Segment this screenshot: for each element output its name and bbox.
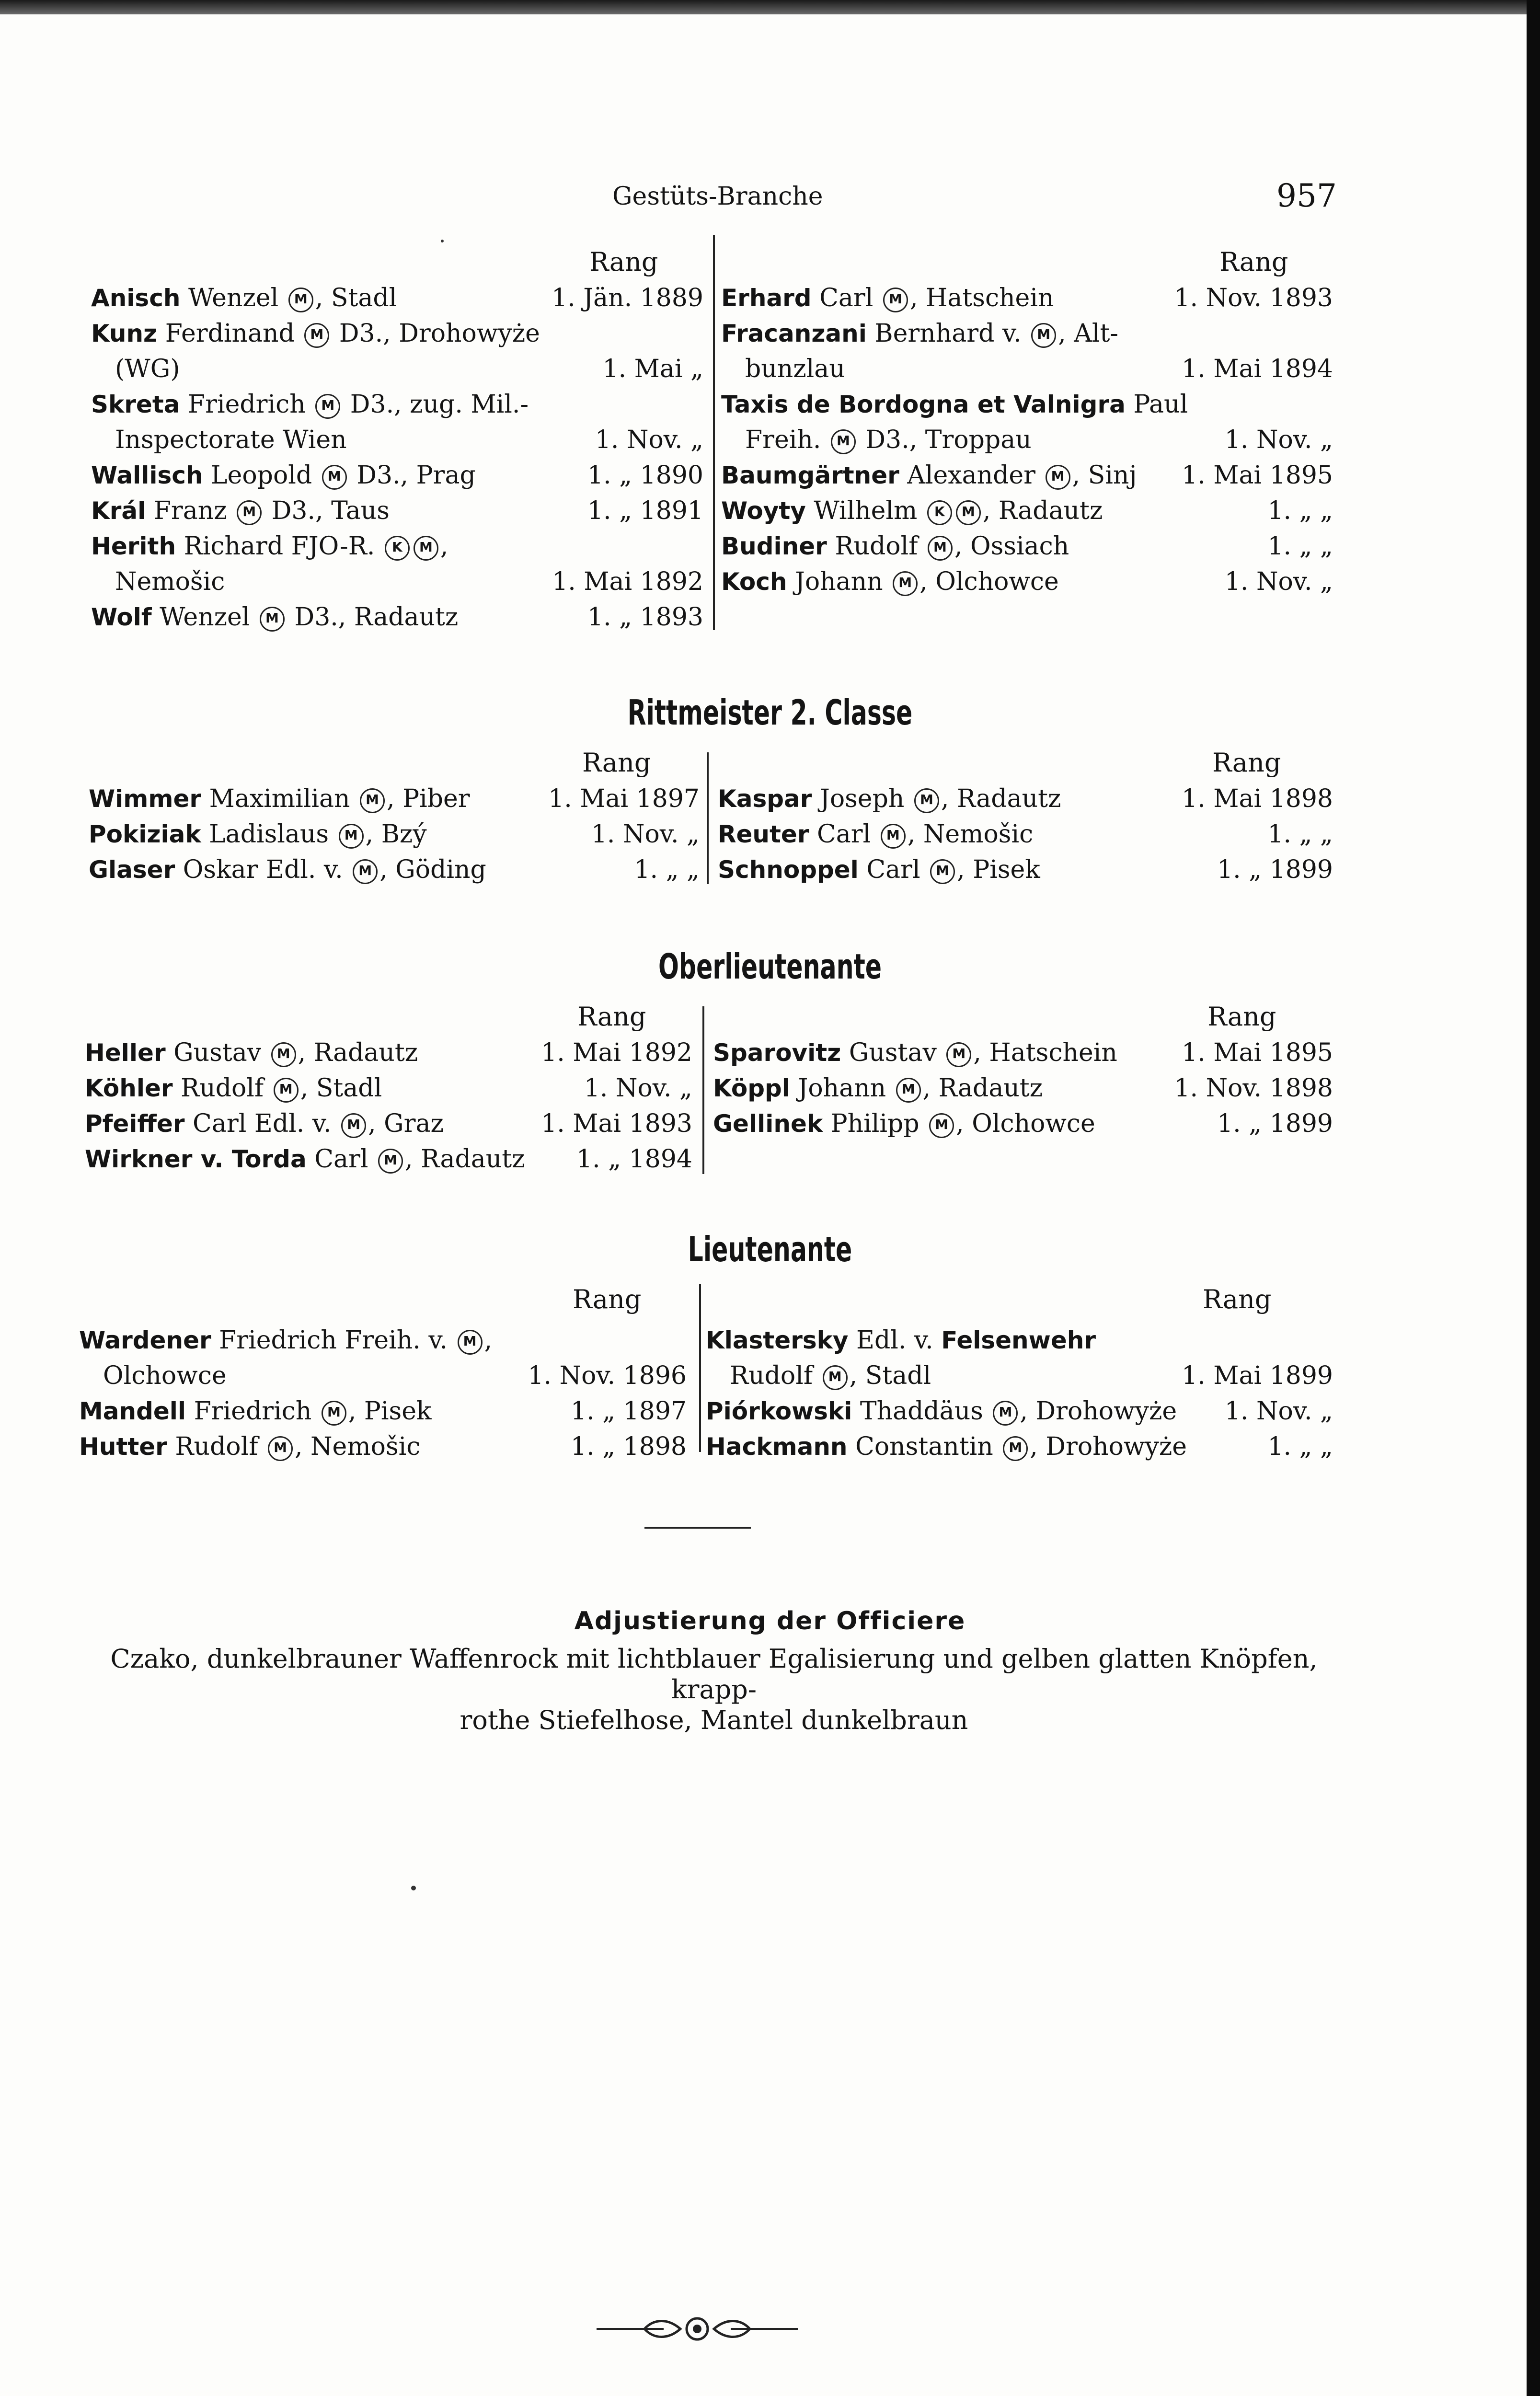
rang-label: Rang bbox=[582, 748, 651, 778]
officer-details: Gustav bbox=[165, 1038, 269, 1067]
officer-surname: Hutter bbox=[79, 1433, 167, 1461]
officer-entry bbox=[89, 817, 700, 852]
officer-details: Carl bbox=[306, 1145, 377, 1174]
rank-date: 1. „ 1891 bbox=[587, 496, 703, 525]
officer-station: D3., Troppau bbox=[857, 426, 1032, 454]
officer-station: , Olchowce bbox=[956, 1109, 1095, 1138]
page-number: 957 bbox=[1276, 177, 1337, 214]
officer-details: Thaddäus bbox=[852, 1397, 991, 1426]
officer-entry bbox=[91, 458, 703, 493]
officer-station: , Drohowyże bbox=[1020, 1397, 1177, 1426]
officer-surname: Klastersky bbox=[706, 1326, 849, 1354]
merit-medal-icon: M bbox=[458, 1330, 483, 1355]
officer-details: Rudolf bbox=[827, 532, 926, 561]
rank-date: 1. „ „ bbox=[1267, 820, 1333, 849]
officer-station: , Bzý bbox=[365, 820, 427, 849]
entry-continuation bbox=[79, 1358, 687, 1394]
officer-surname: Pfeiffer bbox=[85, 1110, 185, 1138]
entry-continuation bbox=[706, 1358, 1333, 1394]
officer-details: Ferdinand bbox=[157, 319, 303, 348]
officer-details: Alexander bbox=[899, 461, 1044, 490]
officer-surname: Schnoppel bbox=[718, 856, 859, 884]
officer-entry bbox=[85, 1071, 692, 1106]
scan-border-right bbox=[1527, 0, 1540, 2396]
officer-station: , Pisek bbox=[957, 855, 1040, 884]
officer-surname: Kunz bbox=[91, 320, 158, 347]
officer-details: bunzlau bbox=[745, 355, 845, 383]
officer-station: , Radautz bbox=[922, 1074, 1043, 1103]
merit-medal-icon: M bbox=[274, 1078, 299, 1103]
merit-medal-icon: M bbox=[322, 465, 347, 490]
officer-station: D3., Drohowyże bbox=[331, 319, 540, 348]
officer-entry bbox=[718, 781, 1333, 817]
rang-label: Rang bbox=[1207, 1002, 1276, 1032]
officer-entry bbox=[721, 529, 1333, 564]
merit-medal-icon: M bbox=[304, 323, 329, 348]
officer-details: Johann bbox=[787, 567, 891, 596]
officer-entry bbox=[706, 1429, 1333, 1464]
officer-surname: Gellinek bbox=[713, 1110, 823, 1138]
officer-surname: Wardener bbox=[79, 1326, 211, 1354]
officer-entry bbox=[79, 1323, 687, 1358]
officer-surname: Baumgärtner bbox=[721, 461, 899, 489]
officer-details: Joseph bbox=[812, 784, 912, 813]
officer-surname: Heller bbox=[85, 1039, 166, 1067]
officer-station: , bbox=[484, 1326, 493, 1355]
merit-medal-icon: M bbox=[268, 1436, 293, 1461]
merit-medal-icon: M bbox=[414, 536, 438, 561]
merit-medal-icon: M bbox=[315, 394, 340, 419]
officer-details: Leopold bbox=[203, 461, 320, 490]
officer-entry bbox=[706, 1323, 1333, 1358]
officer-station: , Göding bbox=[379, 855, 486, 884]
officer-surname: Budiner bbox=[721, 532, 827, 560]
officer-entry bbox=[91, 599, 703, 635]
officer-surname: Mandell bbox=[79, 1397, 186, 1425]
section-divider bbox=[644, 1527, 751, 1529]
officer-station: , Alt- bbox=[1058, 319, 1118, 348]
officer-surname: Köppl bbox=[713, 1074, 790, 1102]
merit-medal-icon: M bbox=[914, 788, 939, 813]
merit-medal-icon: M bbox=[360, 788, 385, 813]
rank-date: 1. Nov. „ bbox=[1224, 426, 1333, 454]
officer-entry bbox=[89, 781, 700, 817]
merit-medal-icon: M bbox=[930, 859, 955, 884]
officer-surname: Pokiziak bbox=[89, 820, 201, 848]
officer-details: Nemošic bbox=[115, 567, 225, 596]
officer-entry bbox=[721, 493, 1333, 529]
merit-medal-icon: M bbox=[883, 288, 908, 312]
officer-surname: Glaser bbox=[89, 856, 175, 884]
rank-date: 1. „ „ bbox=[1267, 496, 1333, 525]
officer-surname: Taxis de Bordogna et Valnigra bbox=[721, 391, 1126, 418]
rang-label: Rang bbox=[1212, 748, 1281, 778]
officer-entry bbox=[85, 1141, 692, 1177]
section-title-rittmeister: Rittmeister 2. Classe bbox=[627, 692, 913, 733]
officer-details: Constantin bbox=[847, 1432, 1001, 1461]
merit-medal-icon: M bbox=[823, 1365, 848, 1390]
officer-surname: Erhard bbox=[721, 284, 812, 312]
officer-station: , bbox=[440, 532, 448, 561]
officer-station: , Drohowyże bbox=[1030, 1432, 1187, 1461]
merit-medal-icon: M bbox=[1046, 465, 1070, 490]
officer-entry bbox=[713, 1035, 1333, 1071]
officer-entry bbox=[718, 852, 1333, 887]
officer-surname: Kaspar bbox=[718, 785, 812, 813]
rang-label: Rang bbox=[1203, 1284, 1272, 1314]
merit-medal-icon: M bbox=[1003, 1436, 1028, 1461]
adjustierung-line-1: Czako, dunkelbrauner Waffenrock mit lichtblauer Egalisierung und gelben glatten Knöpfen, krapp- bbox=[110, 1644, 1318, 1705]
officer-details: Oskar Edl. v. bbox=[175, 855, 351, 884]
merit-medal-icon: M bbox=[1031, 323, 1056, 348]
rank-date: 1. „ 1897 bbox=[571, 1397, 687, 1426]
officer-surname: Fracanzani bbox=[721, 320, 867, 347]
officer-entry bbox=[91, 316, 703, 351]
officer-details: Carl bbox=[858, 855, 929, 884]
officer-surname: Hackmann bbox=[706, 1433, 848, 1461]
column-separator bbox=[702, 1006, 704, 1174]
scan-speck bbox=[411, 1886, 416, 1890]
officer-station: , Nemošic bbox=[907, 820, 1034, 849]
officer-station: , Radautz bbox=[941, 784, 1061, 813]
officer-entry bbox=[706, 1394, 1333, 1429]
entry-continuation bbox=[91, 351, 703, 387]
officer-entry bbox=[91, 529, 703, 564]
officer-details: Maximilian bbox=[201, 784, 358, 813]
officer-surname: Reuter bbox=[718, 820, 809, 848]
adjustierung-title: Adjustierung der Officiere bbox=[574, 1607, 966, 1636]
officer-entry bbox=[713, 1106, 1333, 1141]
running-title: Gestüts-Branche bbox=[612, 182, 823, 211]
officer-entry bbox=[721, 280, 1333, 316]
officer-entry bbox=[721, 316, 1333, 351]
merit-medal-icon: M bbox=[271, 1042, 296, 1067]
merit-medal-icon: M bbox=[956, 500, 981, 525]
officer-surname: Wolf bbox=[91, 603, 152, 631]
end-ornament-icon bbox=[597, 2315, 798, 2343]
merit-medal-icon: M bbox=[378, 1149, 403, 1174]
officer-details: Richard FJO-R. bbox=[176, 532, 383, 561]
rank-date: 1. Mai 1899 bbox=[1182, 1361, 1333, 1390]
officer-entry bbox=[721, 458, 1333, 493]
officer-surname: Woyty bbox=[721, 497, 806, 525]
rank-date: 1. Nov. „ bbox=[1224, 1397, 1333, 1426]
merit-medal-icon: M bbox=[831, 429, 856, 454]
officer-surname: Koch bbox=[721, 568, 787, 596]
merit-medal-icon: M bbox=[881, 824, 906, 849]
officer-details: Johann bbox=[790, 1074, 894, 1103]
rank-date: 1. Nov. 1893 bbox=[1174, 284, 1333, 312]
officer-entry bbox=[89, 852, 700, 887]
officer-details: Rudolf bbox=[172, 1074, 272, 1103]
officer-station: D3., Prag bbox=[348, 461, 476, 490]
officer-surname: Wallisch bbox=[91, 461, 203, 489]
officer-details: (WG) bbox=[115, 355, 180, 383]
rank-date: 1. „ 1899 bbox=[1217, 1109, 1333, 1138]
column-separator bbox=[713, 235, 715, 630]
page-header bbox=[81, 177, 1337, 220]
cross-medal-icon: K bbox=[927, 500, 952, 525]
rank-date: 1. „ 1890 bbox=[587, 461, 703, 490]
officer-entry bbox=[79, 1394, 687, 1429]
cross-medal-icon: K bbox=[385, 536, 410, 561]
rank-date: 1. Nov. „ bbox=[595, 426, 703, 454]
officer-station: , Stadl bbox=[300, 1074, 382, 1103]
adjustierung-line-2: rothe Stiefelhose, Mantel dunkelbraun bbox=[460, 1705, 968, 1735]
officer-details: Friedrich bbox=[186, 1397, 320, 1426]
officer-station: , Radautz bbox=[405, 1145, 525, 1174]
rank-date: 1. „ „ bbox=[1267, 1432, 1333, 1461]
scan-speck bbox=[441, 240, 444, 242]
merit-medal-icon: M bbox=[341, 1113, 366, 1138]
rank-date: 1. Mai 1897 bbox=[548, 784, 700, 813]
officer-details: Ladislaus bbox=[201, 820, 337, 849]
officer-details: Rudolf bbox=[730, 1361, 821, 1390]
officer-station: D3., zug. Mil.- bbox=[342, 390, 529, 419]
rank-date: 1. „ „ bbox=[1267, 532, 1333, 561]
officer-station: , Nemošic bbox=[295, 1432, 421, 1461]
officer-surname: Herith bbox=[91, 532, 176, 560]
officer-details: Wenzel bbox=[180, 284, 287, 312]
officer-details: Carl bbox=[809, 820, 879, 849]
officer-details: Carl Edl. v. bbox=[184, 1109, 340, 1138]
officer-entry bbox=[91, 387, 703, 422]
officer-details: Friedrich Freih. v. bbox=[211, 1326, 456, 1355]
officer-station: , Graz bbox=[368, 1109, 444, 1138]
officer-entry bbox=[718, 817, 1333, 852]
scan-border-top bbox=[0, 0, 1540, 14]
rang-label: Rang bbox=[1219, 247, 1288, 277]
officer-details: Philipp bbox=[823, 1109, 928, 1138]
officer-station: , Radautz bbox=[982, 496, 1103, 525]
rank-date: 1. Mai 1898 bbox=[1182, 784, 1333, 813]
rank-date: 1. „ „ bbox=[634, 855, 700, 884]
merit-medal-icon: M bbox=[260, 607, 285, 632]
officer-details: Olchowce bbox=[103, 1361, 227, 1390]
officer-surname: Anisch bbox=[91, 284, 181, 312]
officer-station: , Piber bbox=[387, 784, 470, 813]
officer-details: Freih. bbox=[745, 426, 829, 454]
rank-date: 1. Nov. 1898 bbox=[1174, 1074, 1333, 1103]
merit-medal-icon: M bbox=[928, 536, 953, 561]
officer-details: Inspectorate Wien bbox=[115, 426, 347, 454]
officer-surname: Piórkowski bbox=[706, 1397, 852, 1425]
officer-details: Wenzel bbox=[151, 603, 258, 632]
rank-date: 1. Mai 1894 bbox=[1182, 355, 1333, 383]
column-separator bbox=[699, 1284, 701, 1452]
officer-details: Wilhelm bbox=[805, 496, 925, 525]
rank-date: 1. Mai 1892 bbox=[552, 567, 703, 596]
officer-details: Bernhard v. bbox=[866, 319, 1030, 348]
entry-continuation bbox=[721, 351, 1333, 387]
officer-station: , Pisek bbox=[348, 1397, 432, 1426]
officer-entry bbox=[91, 493, 703, 529]
merit-medal-icon: M bbox=[896, 1078, 921, 1103]
rank-date: 1. Mai 1895 bbox=[1182, 461, 1333, 490]
officer-entry bbox=[79, 1429, 687, 1464]
officer-station: , Ossiach bbox=[954, 532, 1069, 561]
rang-label: Rang bbox=[573, 1284, 642, 1314]
officer-station: , Sinj bbox=[1072, 461, 1137, 490]
rank-date: 1. Mai 1895 bbox=[1182, 1038, 1333, 1067]
officer-entry bbox=[721, 387, 1333, 422]
rank-date: 1. Mai 1893 bbox=[541, 1109, 692, 1138]
section-title-oberlieutenante: Oberlieutenante bbox=[658, 946, 882, 987]
officer-station: , Radautz bbox=[298, 1038, 418, 1067]
rang-label: Rang bbox=[577, 1002, 646, 1032]
officer-entry bbox=[85, 1106, 692, 1141]
entry-continuation bbox=[91, 422, 703, 458]
officer-station: D3., Radautz bbox=[286, 603, 459, 632]
rank-date: 1. Nov. „ bbox=[591, 820, 700, 849]
merit-medal-icon: M bbox=[322, 1401, 346, 1426]
officer-surname: Skreta bbox=[91, 391, 180, 418]
officer-station: , Olchowce bbox=[919, 567, 1059, 596]
officer-surname: Král bbox=[91, 497, 146, 525]
officer-station: , Stadl bbox=[849, 1361, 931, 1390]
rank-date: 1. „ 1893 bbox=[587, 603, 703, 632]
rang-label: Rang bbox=[589, 247, 658, 277]
officer-surname: Köhler bbox=[85, 1074, 173, 1102]
rank-date: 1. Mai 1892 bbox=[541, 1038, 692, 1067]
officer-entry bbox=[721, 564, 1333, 599]
rank-date: 1. Mai „ bbox=[602, 355, 703, 383]
officer-entry bbox=[85, 1035, 692, 1071]
officer-details: Gustav bbox=[841, 1038, 945, 1067]
officer-station: , Hatschein bbox=[973, 1038, 1117, 1067]
officer-predicate: Felsenwehr bbox=[941, 1326, 1096, 1354]
merit-medal-icon: M bbox=[929, 1113, 954, 1138]
merit-medal-icon: M bbox=[893, 571, 918, 596]
rank-date: 1. Nov. „ bbox=[1224, 567, 1333, 596]
rank-date: 1. „ 1899 bbox=[1217, 855, 1333, 884]
merit-medal-icon: M bbox=[237, 500, 262, 525]
officer-station: D3., Taus bbox=[264, 496, 390, 525]
officer-entry bbox=[91, 280, 703, 316]
rank-date: 1. Nov. 1896 bbox=[528, 1361, 687, 1390]
officer-details: Rudolf bbox=[167, 1432, 266, 1461]
section-title-lieutenante: Lieutenante bbox=[688, 1229, 852, 1269]
adjustierung-text bbox=[72, 1644, 1356, 1736]
rank-date: 1. „ 1898 bbox=[571, 1432, 687, 1461]
officer-entry bbox=[713, 1071, 1333, 1106]
officer-surname: Sparovitz bbox=[713, 1039, 841, 1067]
rank-date: 1. „ 1894 bbox=[576, 1145, 692, 1174]
rank-date: 1. Nov. „ bbox=[584, 1074, 692, 1103]
rank-date: 1. Jän. 1889 bbox=[552, 284, 703, 312]
officer-station: , Hatschein bbox=[909, 284, 1054, 312]
merit-medal-icon: M bbox=[288, 288, 313, 312]
column-separator bbox=[707, 752, 709, 884]
officer-details: Carl bbox=[811, 284, 881, 312]
officer-station: , Stadl bbox=[315, 284, 397, 312]
officer-details: Paul bbox=[1125, 390, 1188, 419]
officer-surname: Wirkner v. Torda bbox=[85, 1145, 307, 1173]
officer-details: Franz bbox=[146, 496, 235, 525]
merit-medal-icon: M bbox=[353, 859, 378, 884]
merit-medal-icon: M bbox=[946, 1042, 971, 1067]
merit-medal-icon: M bbox=[339, 824, 364, 849]
officer-details: Edl. v. bbox=[848, 1326, 942, 1355]
entry-continuation bbox=[91, 564, 703, 599]
officer-details: Friedrich bbox=[180, 390, 314, 419]
merit-medal-icon: M bbox=[993, 1401, 1018, 1426]
entry-continuation bbox=[721, 422, 1333, 458]
officer-surname: Wimmer bbox=[89, 785, 202, 813]
